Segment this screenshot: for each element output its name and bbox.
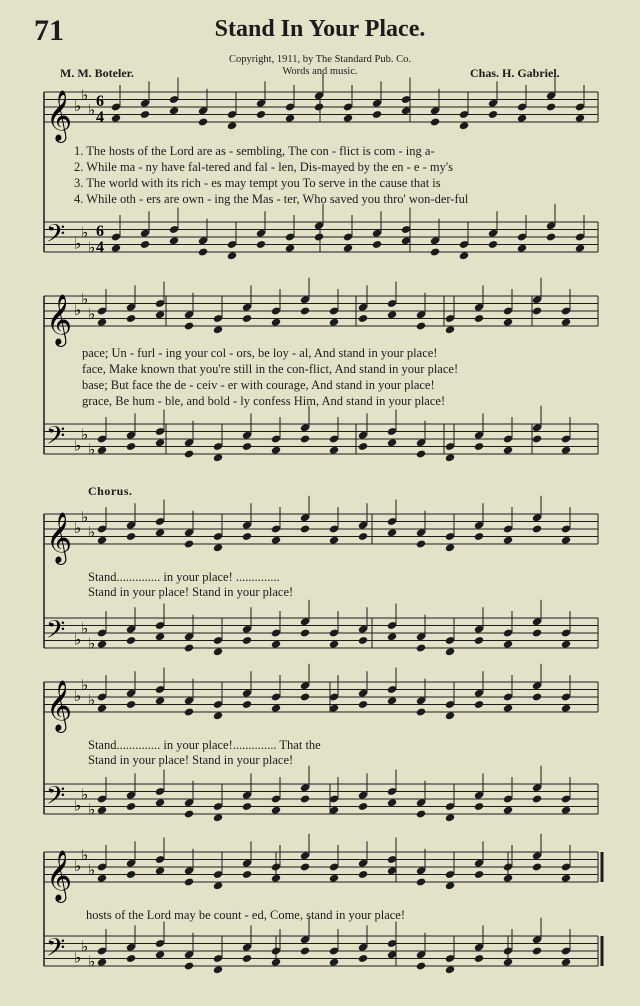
note-head [184, 877, 194, 886]
note-head [416, 961, 426, 970]
flat-sign-icon: ♭ [88, 634, 96, 653]
note-head [97, 958, 107, 967]
note-head [474, 870, 484, 879]
flat-sign-icon: ♭ [81, 845, 89, 864]
flat-sign-icon: ♭ [81, 425, 89, 444]
treble-clef-icon: 𝄞 [46, 850, 73, 901]
note-head [532, 862, 542, 871]
chorus-line-1-bottom: Stand in your place! Stand in your place! [88, 585, 294, 599]
flat-sign-icon: ♭ [88, 952, 96, 971]
note-head [300, 946, 310, 955]
flat-sign-icon: ♭ [81, 507, 89, 526]
time-signature-top: 6 [96, 223, 104, 240]
flat-sign-icon: ♭ [74, 857, 82, 875]
note-head [329, 958, 339, 967]
chorus-line-1-top: Stand.............. in your place! .............. [88, 570, 280, 584]
chorus-line-2-top: Stand.............. in your place!.............. That the [88, 738, 321, 752]
flat-sign-icon: ♭ [74, 687, 82, 705]
note-head [184, 961, 194, 970]
note-head [242, 954, 252, 963]
note-head [358, 870, 368, 879]
treble-clef-icon: 𝄞 [46, 512, 73, 563]
verse-1-line-1: 1. The hosts of the Lord are as - sembling, The con - flict is com - ing a- [74, 144, 435, 158]
flat-sign-icon: ♭ [74, 796, 82, 815]
verse-4-line-2: grace, Be hum - ble, and bold - ly confess Him, And stand in your place! [82, 394, 446, 408]
flat-sign-icon: ♭ [88, 100, 96, 119]
author-credit: M. M. Boteler. [60, 66, 134, 80]
flat-sign-icon: ♭ [88, 690, 96, 709]
time-signature-bottom: 4 [96, 109, 104, 126]
flat-sign-icon: ♭ [81, 223, 89, 242]
verse-3-line-2: base; But face the de - ceiv - er with courage, And stand in your place! [82, 378, 435, 392]
flat-sign-icon: ♭ [74, 436, 82, 455]
flat-sign-icon: ♭ [81, 785, 89, 804]
flat-sign-icon: ♭ [74, 301, 82, 319]
flat-sign-icon: ♭ [81, 619, 89, 638]
flat-sign-icon: ♭ [74, 519, 82, 537]
flat-sign-icon: ♭ [88, 522, 96, 541]
bass-clef-icon: 𝄢 [46, 615, 66, 651]
note-head [242, 870, 252, 879]
flat-sign-icon: ♭ [88, 304, 96, 323]
flat-sign-icon: ♭ [88, 860, 96, 879]
flat-sign-icon: ♭ [81, 675, 89, 694]
note-head [445, 881, 455, 890]
note-head [445, 965, 455, 974]
note-head [126, 954, 136, 963]
copyright-line: Copyright, 1911, by The Standard Pub. Co. [229, 54, 411, 65]
note-head [358, 954, 368, 963]
note-head [561, 874, 571, 883]
bass-clef-icon: 𝄢 [46, 781, 66, 817]
flat-sign-icon: ♭ [74, 630, 82, 649]
flat-sign-icon: ♭ [81, 85, 89, 104]
verse-3-line-1: 3. The world with its rich - es may tempt you To serve in the cause that is [74, 176, 441, 190]
time-signature-top: 6 [96, 93, 104, 110]
copyright-subline: Words and music. [282, 66, 358, 77]
flat-sign-icon: ♭ [88, 238, 96, 257]
flat-sign-icon: ♭ [88, 440, 96, 459]
note-head [300, 862, 310, 871]
note-head [474, 954, 484, 963]
note-head [561, 958, 571, 967]
note-head [213, 965, 223, 974]
note-head [213, 881, 223, 890]
verse-1-line-2: pace; Un - furl - ing your col - ors, be loy - al, And stand in your place! [82, 346, 438, 360]
note-head [532, 946, 542, 955]
chorus-line-2-bottom: Stand in your place! Stand in your place! [88, 753, 294, 767]
hymn-title: Stand In Your Place. [214, 16, 426, 42]
chorus-line-3: hosts of the Lord may be count - ed, Come, stand in your place! [86, 908, 406, 922]
hymn-number: 71 [34, 14, 64, 47]
flat-sign-icon: ♭ [88, 800, 96, 819]
bass-clef-icon: 𝄢 [46, 421, 66, 457]
note-head [329, 874, 339, 883]
treble-clef-icon: 𝄞 [46, 680, 73, 731]
bass-clef-icon: 𝄢 [46, 933, 66, 969]
composer-credit: Chas. H. Gabriel. [470, 66, 560, 80]
chorus-label: Chorus. [88, 484, 133, 498]
treble-clef-icon: 𝄞 [46, 90, 73, 141]
verse-2-line-1: 2. While ma - ny have fal-tered and fal - len, Dis-mayed by the en - e - my's [74, 160, 453, 174]
flat-sign-icon: ♭ [81, 289, 89, 308]
note-head [155, 950, 165, 959]
note-head [97, 874, 107, 883]
flat-sign-icon: ♭ [74, 234, 82, 253]
flat-sign-icon: ♭ [74, 97, 82, 115]
verse-4-line-1: 4. While oth - ers are own - ing the Mas - ter, Who saved you thro' won-der-ful [74, 192, 469, 206]
note-head [155, 866, 165, 875]
flat-sign-icon: ♭ [74, 948, 82, 967]
note-head [416, 877, 426, 886]
treble-clef-icon: 𝄞 [46, 294, 73, 345]
verse-2-line-2: face, Make known that you're still in the con-flict, And stand in your place! [82, 362, 459, 376]
flat-sign-icon: ♭ [81, 937, 89, 956]
time-signature-bottom: 4 [96, 239, 104, 256]
bass-clef-icon: 𝄢 [46, 219, 66, 255]
note-head [126, 870, 136, 879]
